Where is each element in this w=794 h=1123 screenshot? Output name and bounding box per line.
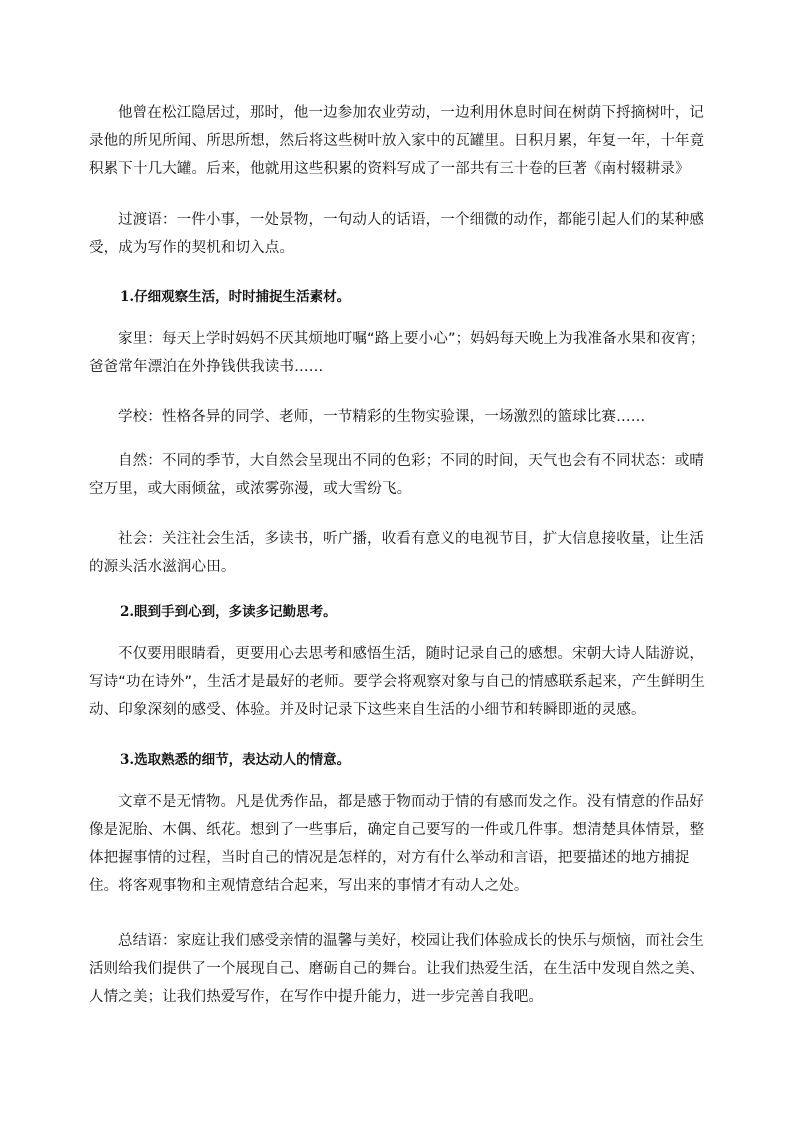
section-heading-2: 2.眼到手到心到，多读多记勤思考。 <box>120 604 337 620</box>
paragraph-observe-think: 不仅要用眼睛看，更要用心去思考和感悟生活，随时记录自己的感想。宋朝大诗人陆游说，写诗“功在诗外”，生活才是最好的老师。要学会将观察对象与自己的情感联系起来，产生鲜明生动、印象深刻的感受、体验。并及时记录下这些来自生活的小细节和转瞬即逝的灵感。 <box>89 646 705 718</box>
section-heading-1: 1.仔细观察生活，时时捕捉生活素材。 <box>120 289 351 305</box>
paragraph-transition: 过渡语：一件小事，一处景物，一句动人的话语，一个细微的动作，都能引起人们的某种感受，成为写作的契机和切入点。 <box>89 212 704 256</box>
paragraph-songjiang-story: 他曾在松江隐居过，那时，他一边参加农业劳动，一边利用休息时间在树荫下捋摘树叶，记录他的所见所闻、所思所想，然后将这些树叶放入家中的瓦罐里。日积月累，年复一年，十年竟积累下十几大罐。后来，他就用这些积累的资料写成了一部共有三十卷的巨著《南村辍耕录》 <box>89 105 705 177</box>
paragraph-school: 学校：性格各异的同学、老师，一节精彩的生物实验课，一场激烈的篮球比赛…… <box>118 409 646 425</box>
paragraph-nature: 自然：不同的季节，大自然会呈现出不同的色彩；不同的时间，天气也会有不同状态：或晴空万里，或大雨倾盆，或浓雾弥漫，或大雪纷飞。 <box>89 453 704 497</box>
paragraph-home: 家里：每天上学时妈妈不厌其烦地叮嘱“路上要小心”；妈妈每天晚上为我准备水果和夜宵；爸爸常年漂泊在外挣钱供我读书…… <box>89 331 705 375</box>
paragraph-emotion: 文章不是无情物。凡是优秀作品，都是感于物而动于情的有感而发之作。没有情意的作品好像是泥胎、木偶、纸花。想到了一些事后，确定自己要写的一件或几件事。想清楚具体情景，整体把握事情的过程，当时自己的情况是怎样的，对方有什么举动和言语，把要描述的地方捕捉住。将客观事物和主观情意结合起来，写出来的事情才有动人之处。 <box>89 794 705 894</box>
paragraph-summary: 总结语：家庭让我们感受亲情的温馨与美好，校园让我们体验成长的快乐与烦恼，而社会生活则给我们提供了一个展现自己、磨砺自己的舞台。让我们热爱生活，在生活中发现自然之美、人情之美；让我们热爱写作，在写作中提升能力，进一步完善自我吧。 <box>89 933 705 1005</box>
section-heading-3: 3.选取熟悉的细节，表达动人的情意。 <box>120 752 351 768</box>
paragraph-society: 社会：关注社会生活，多读书，听广播，收看有意义的电视节目，扩大信息接收量，让生活的源头活水滋润心田。 <box>89 531 704 575</box>
